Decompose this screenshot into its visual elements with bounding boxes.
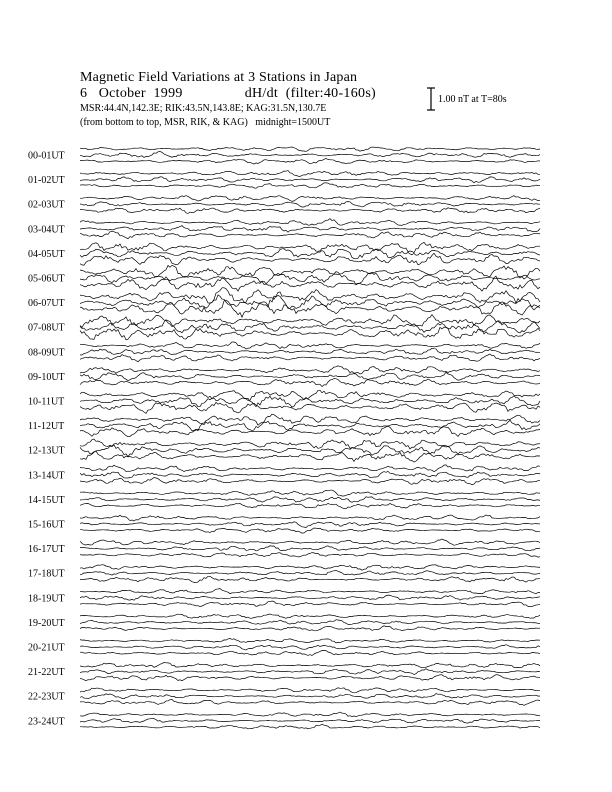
stations-label: MSR:44.4N,142.3E; RIK:43.5N,143.8E; KAG:31.5N,130.7E <box>80 103 327 114</box>
trace-rik <box>80 372 540 381</box>
hour-row-21-22UT <box>28 663 540 681</box>
hour-label: 01-02UT <box>28 175 65 187</box>
hour-label: 02-03UT <box>28 199 65 211</box>
trace-rik <box>80 348 540 355</box>
trace-kag <box>80 366 540 374</box>
trace-msr <box>80 503 540 508</box>
trace-rik <box>80 718 540 723</box>
hour-row-19-20UT <box>28 614 540 631</box>
quantity-label: dH/dt (filter:40-160s) <box>244 86 377 101</box>
trace-kag <box>80 171 540 177</box>
hour-label: 23-24UT <box>28 716 65 728</box>
trace-rik <box>80 546 540 551</box>
hour-label: 19-20UT <box>28 617 65 629</box>
trace-rik <box>80 152 540 158</box>
trace-rik <box>80 420 540 431</box>
hour-label: 21-22UT <box>28 667 65 679</box>
trace-rik <box>80 595 540 600</box>
trace-msr <box>80 300 540 317</box>
trace-msr <box>80 231 540 238</box>
trace-kag <box>80 565 540 571</box>
hour-row-07-08UT <box>28 315 540 340</box>
trace-kag <box>80 288 540 303</box>
hour-row-05-06UT <box>28 265 540 291</box>
hour-label: 22-23UT <box>28 691 65 703</box>
trace-kag <box>80 242 540 253</box>
trace-msr <box>80 601 540 607</box>
trace-rik <box>80 669 540 675</box>
trace-kag <box>80 539 540 545</box>
trace-msr <box>80 354 540 362</box>
trace-kag <box>80 515 540 521</box>
trace-rik <box>80 177 540 183</box>
hour-row-23-24UT <box>28 712 540 729</box>
hour-label: 17-18UT <box>28 568 65 580</box>
hour-row-22-23UT <box>28 688 540 706</box>
trace-kag <box>80 315 540 328</box>
hour-label: 08-09UT <box>28 347 65 359</box>
hour-label: 07-08UT <box>28 322 65 334</box>
hour-label: 10-11UT <box>28 396 65 408</box>
trace-msr <box>80 183 540 189</box>
trace-rik <box>80 522 540 528</box>
trace-msr <box>80 402 540 413</box>
hour-label: 13-14UT <box>28 470 65 482</box>
trace-msr <box>80 478 540 485</box>
trace-msr <box>80 700 540 706</box>
date-label: 6 October 1999 <box>80 86 183 101</box>
hour-label: 16-17UT <box>28 544 65 556</box>
hour-label: 00-01UT <box>28 150 65 162</box>
trace-kag <box>80 663 540 668</box>
trace-kag <box>80 196 540 202</box>
trace-kag <box>80 439 540 449</box>
hour-label: 18-19UT <box>28 593 65 605</box>
trace-rik <box>80 571 540 576</box>
hour-row-03-04UT <box>28 219 540 239</box>
hour-label: 03-04UT <box>28 224 65 236</box>
trace-kag <box>80 219 540 226</box>
trace-msr <box>80 426 540 436</box>
trace-kag <box>80 265 540 279</box>
trace-rik <box>80 226 540 233</box>
hour-row-12-13UT <box>28 439 540 462</box>
trace-msr <box>80 379 540 387</box>
hour-row-16-17UT <box>28 539 540 557</box>
trace-rik <box>80 645 540 650</box>
trace-kag <box>80 147 540 151</box>
hour-row-17-18UT <box>28 565 540 583</box>
trace-kag <box>80 589 540 594</box>
trace-kag <box>80 490 540 496</box>
trace-rik <box>80 497 540 503</box>
hour-row-04-05UT <box>28 242 540 265</box>
trace-rik <box>80 471 540 478</box>
hour-row-18-19UT <box>28 589 540 607</box>
trace-kag <box>80 414 540 425</box>
hour-row-15-16UT <box>28 515 540 533</box>
hour-label: 04-05UT <box>28 248 65 260</box>
trace-rik <box>80 620 540 625</box>
hour-row-02-03UT <box>28 196 540 214</box>
order-note: (from bottom to top, MSR, RIK, & KAG) midnight=1500UT <box>80 117 331 128</box>
hour-row-14-15UT <box>28 490 540 509</box>
hour-label: 20-21UT <box>28 642 65 654</box>
hour-row-20-21UT <box>28 638 540 655</box>
scale-label: 1.00 nT at T=80s <box>438 94 507 105</box>
trace-msr <box>80 576 540 582</box>
trace-msr <box>80 159 540 165</box>
hour-row-08-09UT <box>28 342 540 362</box>
hour-label: 11-12UT <box>28 421 65 433</box>
chart-title: Magnetic Field Variations at 3 Stations in Japan <box>80 70 358 85</box>
trace-kag <box>80 465 540 472</box>
trace-kag <box>80 712 540 717</box>
trace-rik <box>80 694 540 699</box>
hour-label: 05-06UT <box>28 273 65 285</box>
hour-label: 06-07UT <box>28 298 65 310</box>
trace-msr <box>80 626 540 631</box>
hour-row-06-07UT <box>28 288 540 318</box>
trace-msr <box>80 553 540 558</box>
trace-rik <box>80 320 540 333</box>
trace-msr <box>80 650 540 655</box>
hour-row-10-11UT <box>28 390 540 413</box>
hour-row-11-12UT <box>28 414 540 436</box>
trace-msr <box>80 675 540 681</box>
trace-kag <box>80 390 540 400</box>
trace-msr <box>80 451 540 462</box>
trace-rik <box>80 295 540 310</box>
trace-kag <box>80 342 540 349</box>
trace-kag <box>80 614 540 618</box>
trace-msr <box>80 528 540 533</box>
hour-row-13-14UT <box>28 465 540 485</box>
hour-row-09-10UT <box>28 366 540 387</box>
hour-label: 14-15UT <box>28 494 65 506</box>
trace-rik <box>80 202 540 207</box>
hour-row-00-01UT <box>28 147 540 164</box>
trace-kag <box>80 638 540 643</box>
hour-row-01-02UT <box>28 171 540 189</box>
trace-msr <box>80 724 540 729</box>
hour-label: 15-16UT <box>28 519 65 531</box>
hour-label: 09-10UT <box>28 371 65 383</box>
trace-rik <box>80 396 540 407</box>
trace-msr <box>80 208 540 214</box>
trace-kag <box>80 688 540 693</box>
hour-label: 12-13UT <box>28 445 65 457</box>
